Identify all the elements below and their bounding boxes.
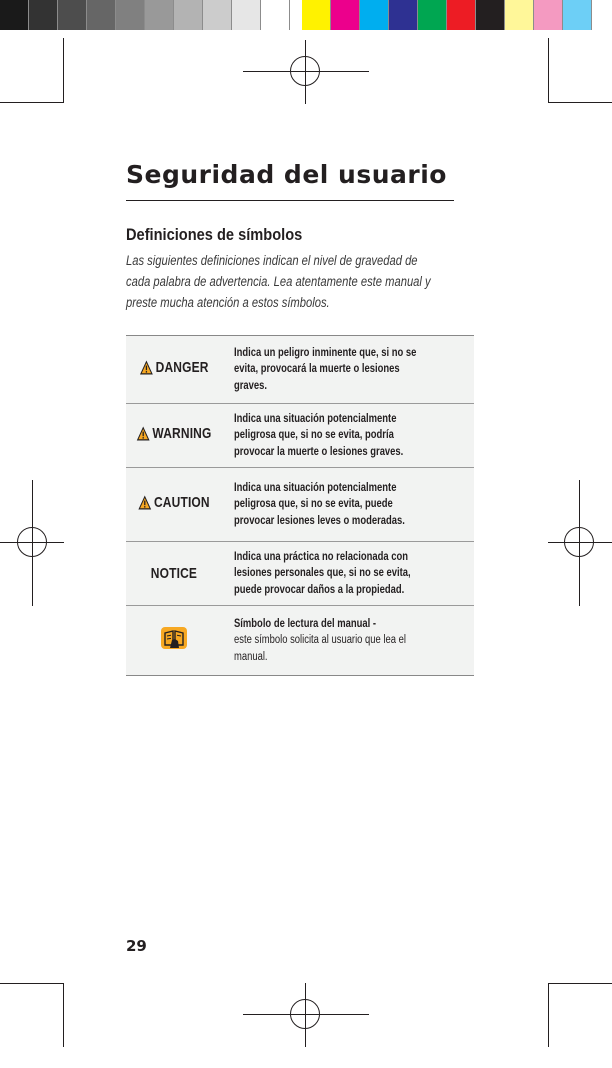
color-swatch xyxy=(203,0,232,30)
color-swatch xyxy=(116,0,145,30)
symbol-cell xyxy=(126,336,222,404)
crop-mark xyxy=(548,102,612,103)
symbol-cell xyxy=(126,606,222,676)
table-row xyxy=(126,542,474,606)
table-row xyxy=(126,404,474,468)
intro-paragraph: Las siguientes definiciones indican el nivel de gravedad de cada palabra de advertencia. Lea atentamente este manual y preste mucha atención a estos símbolos. xyxy=(126,253,431,310)
warning-label: WARNING xyxy=(152,425,212,442)
symbol-definitions-table xyxy=(126,335,474,676)
crop-mark xyxy=(63,983,64,1047)
color-swatch xyxy=(563,0,592,30)
description-cell xyxy=(222,468,474,542)
color-swatch xyxy=(0,0,29,30)
crop-mark xyxy=(63,38,64,103)
color-swatch xyxy=(261,0,290,30)
color-swatch xyxy=(389,0,418,30)
symbol-cell xyxy=(126,404,222,468)
notice-label: NOTICE xyxy=(150,564,198,582)
page-title: Seguridad del usuario xyxy=(126,160,447,189)
symbol-cell xyxy=(126,468,222,542)
crop-mark xyxy=(548,983,549,1047)
color-swatch xyxy=(29,0,58,30)
description-cell xyxy=(222,336,474,404)
warning-triangle-icon xyxy=(136,426,150,441)
color-swatch xyxy=(174,0,203,30)
warning-description: Indica una situación potencialmente peligrosa que, si no se evita, podría provocar la muerte o lesiones graves. xyxy=(233,412,404,458)
color-swatch xyxy=(418,0,447,30)
danger-label: DANGER xyxy=(155,359,209,376)
table-row xyxy=(126,606,474,676)
description-cell xyxy=(222,404,474,468)
registration-circle xyxy=(17,527,47,557)
crop-mark xyxy=(548,38,549,103)
color-swatch xyxy=(331,0,360,30)
color-calibration-bar xyxy=(0,0,612,32)
table-row xyxy=(126,468,474,542)
table-row xyxy=(126,336,474,404)
color-swatch xyxy=(145,0,174,30)
caution-label: CAUTION xyxy=(154,494,210,511)
page-number: 29 xyxy=(126,937,147,955)
registration-circle xyxy=(564,527,594,557)
color-swatch xyxy=(447,0,476,30)
warning-triangle-icon xyxy=(138,495,152,510)
description-cell xyxy=(222,542,474,606)
crop-mark xyxy=(0,983,64,984)
crop-mark xyxy=(0,102,64,103)
warning-triangle-icon xyxy=(139,360,153,375)
read-manual-icon xyxy=(160,626,188,650)
color-swatch xyxy=(360,0,389,30)
color-swatch xyxy=(476,0,505,30)
color-swatch xyxy=(232,0,261,30)
section-title: Definiciones de símbolos xyxy=(126,225,303,244)
color-swatch xyxy=(58,0,87,30)
registration-circle xyxy=(290,999,320,1029)
caution-description: Indica una situación potencialmente peligrosa que, si no se evita, puede provocar lesiones leves o moderadas. xyxy=(233,481,405,527)
color-swatch xyxy=(302,0,331,30)
colorbar-gap xyxy=(290,0,302,30)
read-manual-heading: Símbolo de lectura del manual - xyxy=(233,617,376,630)
color-swatch xyxy=(87,0,116,30)
danger-description: Indica un peligro inminente que, si no se evita, provocará la muerte o lesiones graves. xyxy=(233,346,417,392)
notice-description: Indica una práctica no relacionada con lesiones personales que, si no se evita, puede provocar daños a la propiedad. xyxy=(233,550,411,596)
registration-circle xyxy=(290,56,320,86)
color-swatch xyxy=(534,0,563,30)
color-swatch xyxy=(505,0,534,30)
symbol-cell xyxy=(126,542,222,606)
read-manual-description: este símbolo solicita al usuario que lea el manual. xyxy=(233,634,406,663)
title-divider xyxy=(126,200,454,201)
description-cell xyxy=(222,606,474,676)
crop-mark xyxy=(548,983,612,984)
